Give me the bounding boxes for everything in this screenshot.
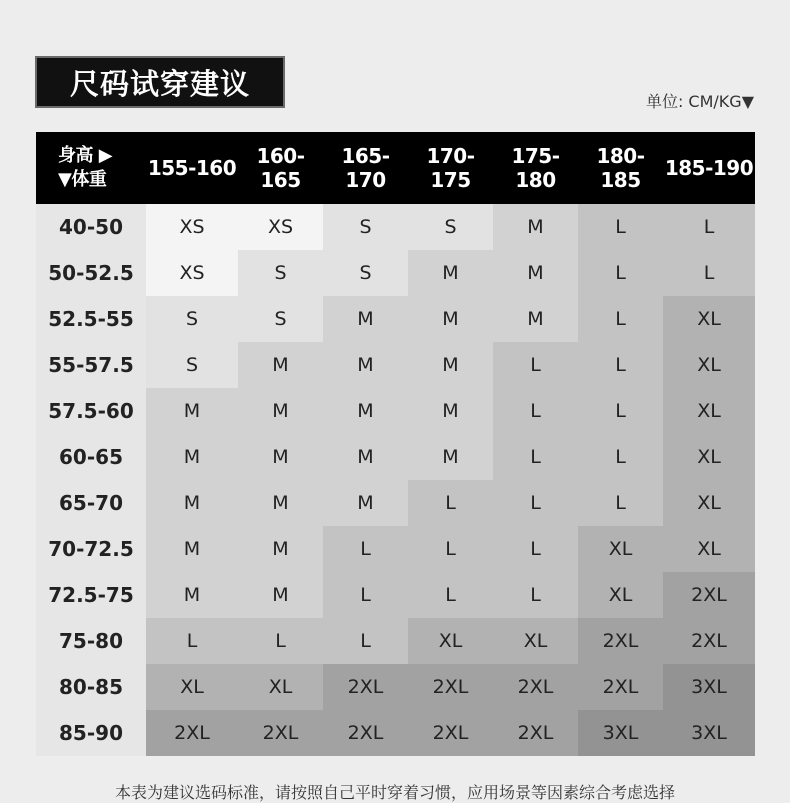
size-cell: XL [238, 664, 323, 710]
size-cell: M [146, 526, 238, 572]
height-header: 185-190 [663, 132, 755, 204]
size-cell: XL [578, 572, 663, 618]
size-cell: 2XL [323, 664, 408, 710]
size-cell: XL [578, 526, 663, 572]
weight-label: 85-90 [36, 710, 146, 756]
size-cell: M [238, 480, 323, 526]
size-cell: M [408, 342, 493, 388]
size-cell: M [238, 342, 323, 388]
size-cell: 2XL [578, 664, 663, 710]
table-row [36, 526, 755, 572]
weight-label: 72.5-75 [36, 572, 146, 618]
size-cell: M [146, 572, 238, 618]
table-row [36, 434, 755, 480]
size-cell: 2XL [323, 710, 408, 756]
size-cell: L [578, 250, 663, 296]
size-cell: XL [663, 480, 755, 526]
table-row [36, 664, 755, 710]
table-row [36, 250, 755, 296]
size-cell: L [408, 480, 493, 526]
page-title: 尺码试穿建议 [35, 56, 285, 108]
size-cell: XL [408, 618, 493, 664]
size-cell: L [578, 204, 663, 250]
size-cell: M [493, 250, 578, 296]
size-cell: L [323, 618, 408, 664]
size-cell: 2XL [408, 710, 493, 756]
size-cell: M [323, 342, 408, 388]
size-cell: L [578, 388, 663, 434]
table-row [36, 388, 755, 434]
size-cell: L [323, 526, 408, 572]
size-cell: L [493, 434, 578, 480]
size-cell: L [493, 342, 578, 388]
size-cell: XL [663, 526, 755, 572]
corner-label [36, 132, 146, 204]
footnote: 本表为建议选码标准，请按照自己平时穿着习惯，应用场景等因素综合考虑选择 [114, 783, 675, 802]
weight-label: 75-80 [36, 618, 146, 664]
size-cell: S [146, 342, 238, 388]
size-cell: M [408, 250, 493, 296]
size-cell: 2XL [493, 664, 578, 710]
size-cell: XL [663, 434, 755, 480]
size-cell: L [408, 526, 493, 572]
size-cell: 2XL [578, 618, 663, 664]
size-cell: S [323, 250, 408, 296]
size-cell: XS [146, 250, 238, 296]
weight-label: 55-57.5 [36, 342, 146, 388]
weight-label: 80-85 [36, 664, 146, 710]
size-cell: M [238, 572, 323, 618]
size-cell: M [146, 388, 238, 434]
size-cell: M [146, 480, 238, 526]
size-cell: M [323, 480, 408, 526]
size-cell: 2XL [238, 710, 323, 756]
size-cell: M [238, 434, 323, 480]
size-cell: XS [238, 204, 323, 250]
size-cell: 2XL [663, 618, 755, 664]
height-header: 175-180 [493, 132, 578, 204]
size-cell: 2XL [408, 664, 493, 710]
height-header: 160-165 [238, 132, 323, 204]
size-cell: XL [146, 664, 238, 710]
weight-label: 70-72.5 [36, 526, 146, 572]
size-cell: L [578, 480, 663, 526]
size-cell: XL [663, 342, 755, 388]
size-cell: XS [146, 204, 238, 250]
size-cell: L [493, 388, 578, 434]
size-chart-body [36, 204, 755, 756]
size-cell: 2XL [146, 710, 238, 756]
weight-label: 40-50 [36, 204, 146, 250]
size-cell: M [323, 434, 408, 480]
table-row [36, 296, 755, 342]
table-row [36, 342, 755, 388]
size-cell: L [578, 296, 663, 342]
weight-label: 52.5-55 [36, 296, 146, 342]
size-cell: L [323, 572, 408, 618]
size-cell: L [578, 342, 663, 388]
table-row [36, 204, 755, 250]
size-cell: M [493, 296, 578, 342]
size-cell: 3XL [663, 710, 755, 756]
table-row [36, 618, 755, 664]
weight-label: 65-70 [36, 480, 146, 526]
size-cell: S [323, 204, 408, 250]
size-cell: S [238, 296, 323, 342]
size-cell: XL [663, 388, 755, 434]
size-cell: M [323, 388, 408, 434]
size-cell: M [238, 388, 323, 434]
size-cell: S [408, 204, 493, 250]
size-cell: L [663, 204, 755, 250]
size-cell: M [408, 388, 493, 434]
size-cell: M [146, 434, 238, 480]
size-cell: L [238, 618, 323, 664]
size-cell: M [408, 434, 493, 480]
size-cell: 3XL [663, 664, 755, 710]
weight-label: 60-65 [36, 434, 146, 480]
size-cell: S [238, 250, 323, 296]
size-cell: M [408, 296, 493, 342]
table-row [36, 480, 755, 526]
height-axis-label: 身高 ▶ [58, 145, 113, 166]
size-cell: M [493, 204, 578, 250]
height-header: 155-160 [146, 132, 238, 204]
size-cell: 2XL [493, 710, 578, 756]
size-cell: 2XL [663, 572, 755, 618]
height-header: 170-175 [408, 132, 493, 204]
size-cell: XL [493, 618, 578, 664]
unit-label: 单位: CM/KG▼ [645, 92, 754, 111]
size-cell: M [238, 526, 323, 572]
header-row [36, 132, 755, 204]
height-header: 165-170 [323, 132, 408, 204]
size-chart-table [36, 132, 755, 756]
weight-label: 50-52.5 [36, 250, 146, 296]
size-cell: L [578, 434, 663, 480]
height-header: 180-185 [578, 132, 663, 204]
size-cell: S [146, 296, 238, 342]
weight-label: 57.5-60 [36, 388, 146, 434]
weight-axis-label: ▼体重 [58, 169, 107, 190]
size-cell: L [146, 618, 238, 664]
table-row [36, 572, 755, 618]
size-cell: XL [663, 296, 755, 342]
size-cell: 3XL [578, 710, 663, 756]
size-cell: M [323, 296, 408, 342]
size-cell: L [493, 526, 578, 572]
size-cell: L [663, 250, 755, 296]
size-cell: L [408, 572, 493, 618]
size-cell: L [493, 572, 578, 618]
size-cell: L [493, 480, 578, 526]
table-row [36, 710, 755, 756]
